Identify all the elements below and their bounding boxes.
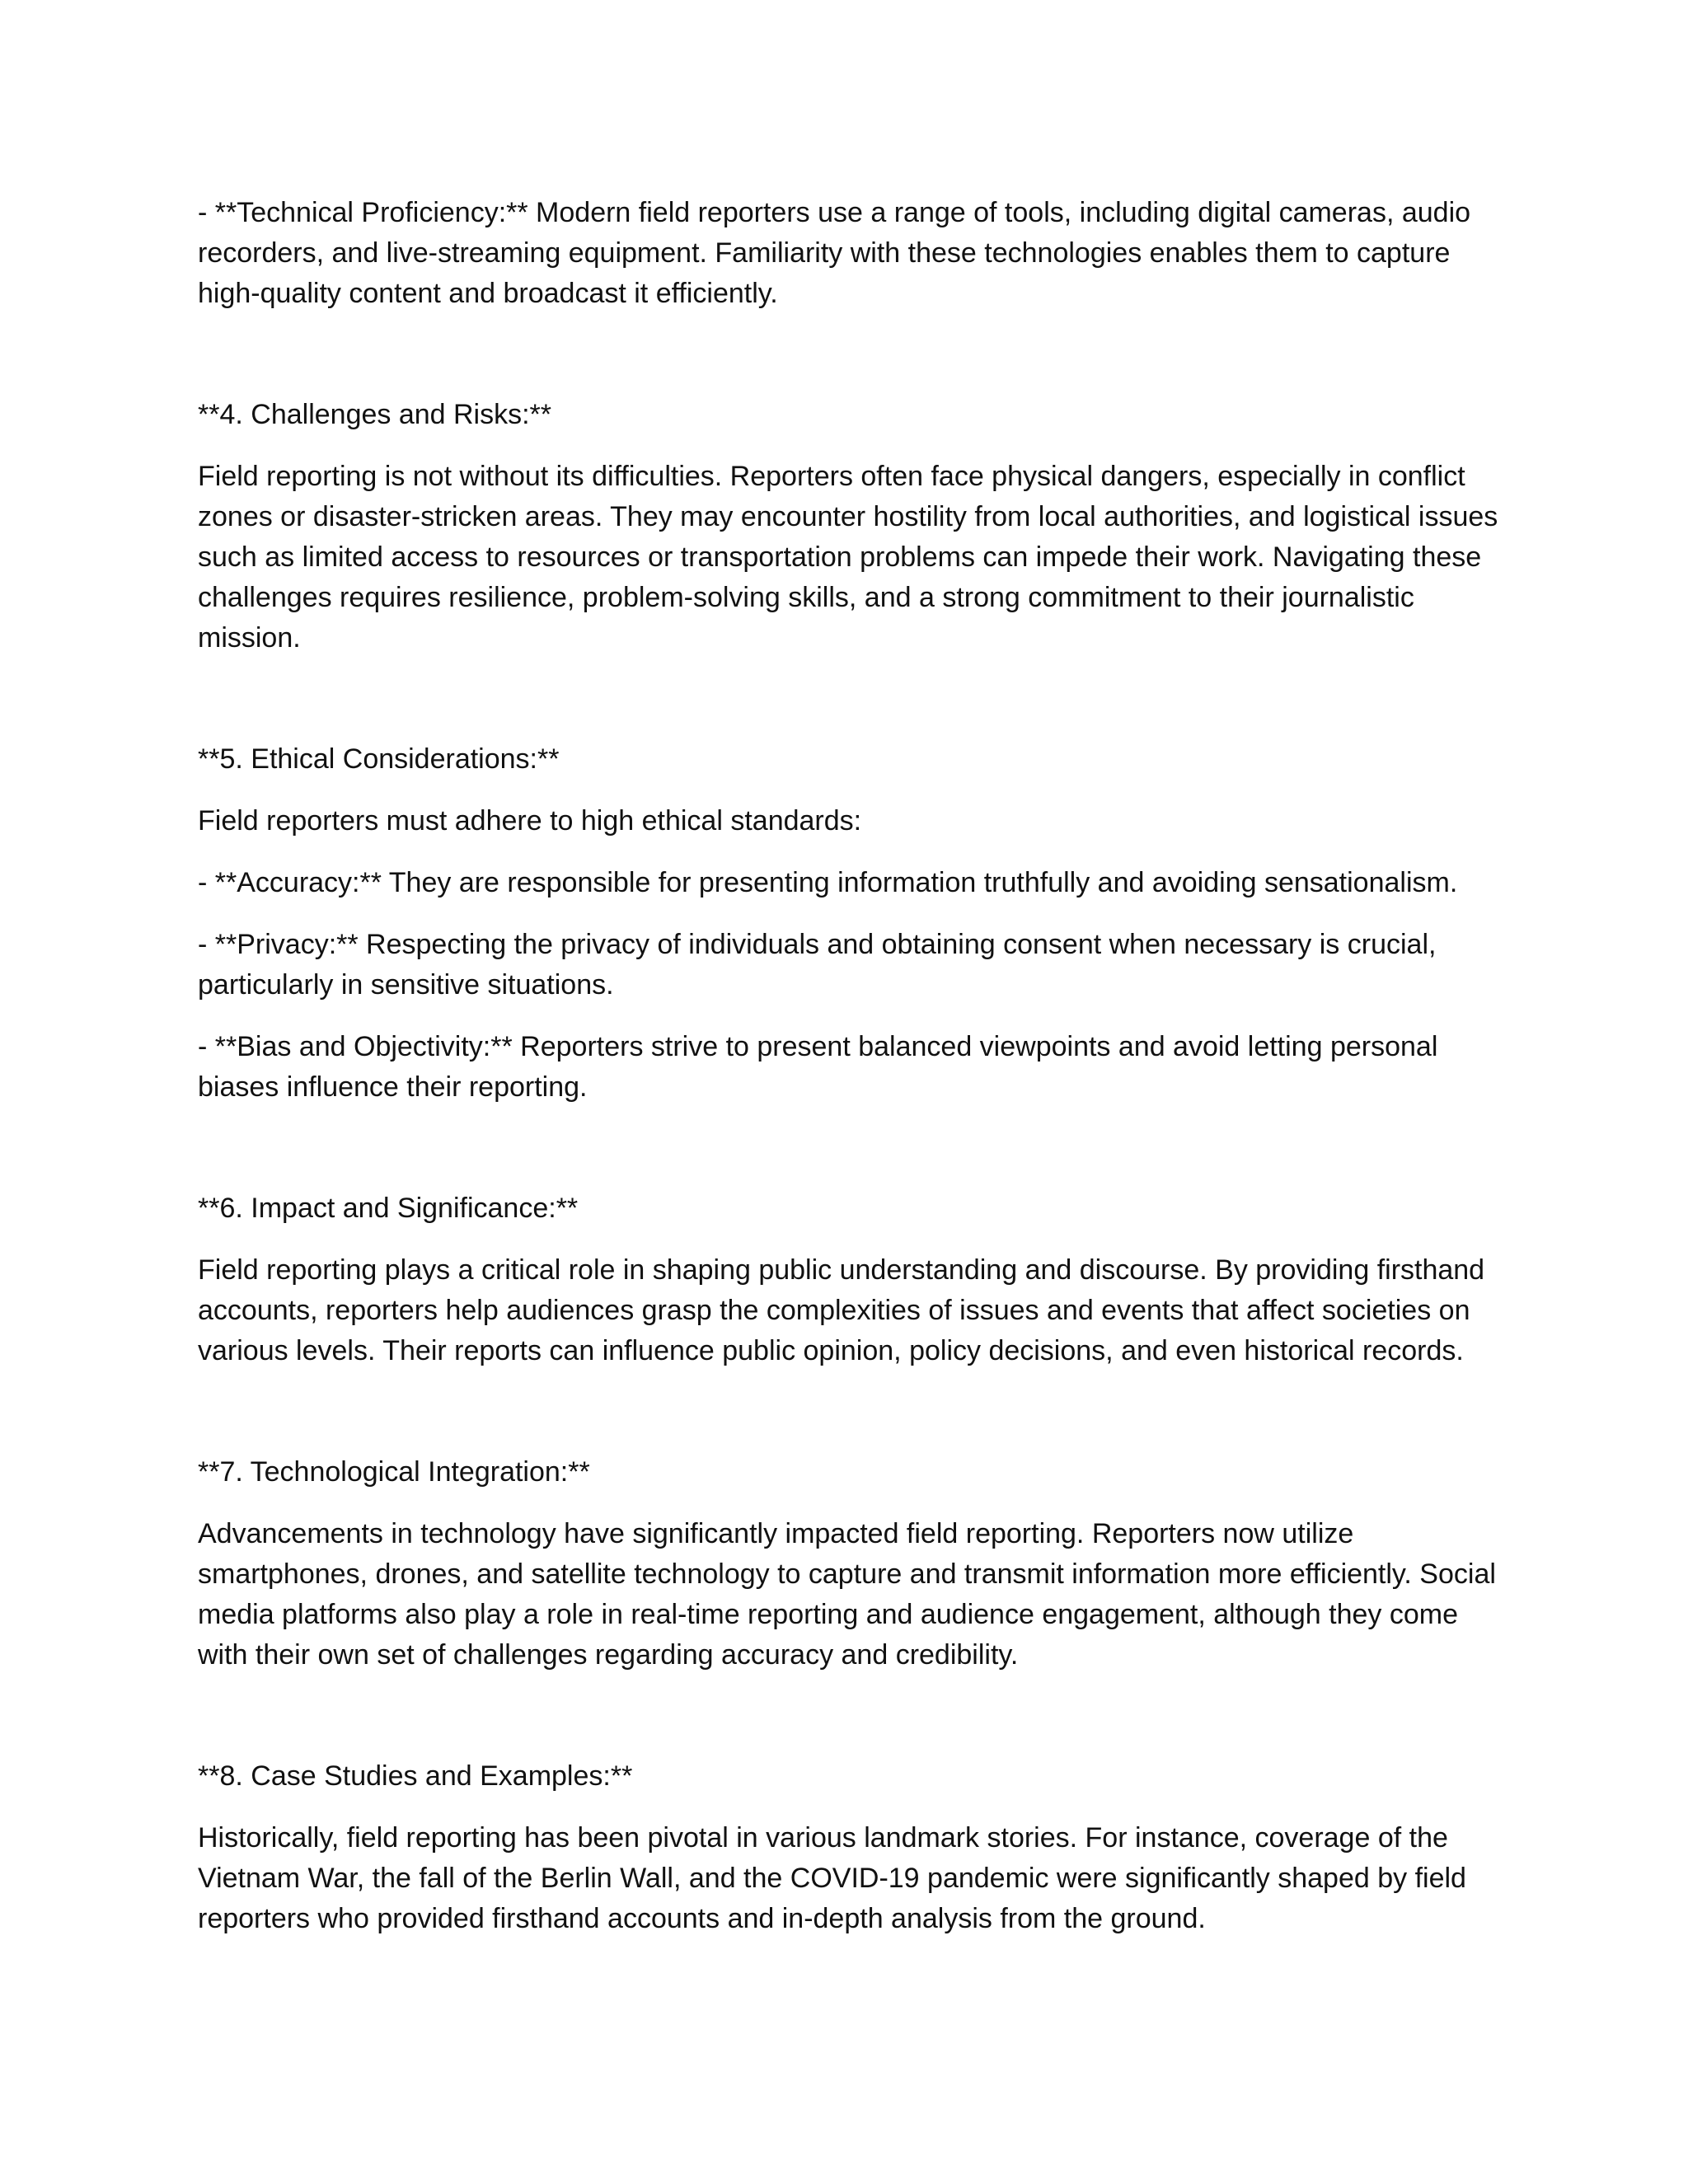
paragraph-accuracy: - **Accuracy:** They are responsible for presenting information truthfully and avoiding sensationalism.	[198, 867, 1458, 898]
paragraph-case-studies: Historically, field reporting has been pivotal in various landmark stories. For instance, coverage of the Vietnam War, the fall of the Berlin Wall, and the COVID-19 pandemic were significantly shaped by field reporters who provided firsthand accounts and in-depth analysis from the ground.	[198, 1822, 1466, 1934]
heading-ethical-considerations: **5. Ethical Considerations:**	[198, 743, 560, 775]
heading-technological-integration: **7. Technological Integration:**	[198, 1456, 590, 1488]
heading-challenges-and-risks: **4. Challenges and Risks:**	[198, 399, 552, 430]
paragraph-challenges: Field reporting is not without its difficulties. Reporters often face physical dangers, especially in conflict zones or disaster-stricken areas. They may encounter hostility from local authorities, and logistical issues such as limited access to resources or transportation problems can impede their work. Navigating these challenges requires resilience, problem-solving skills, and a strong commitment to their journalistic mission.	[198, 461, 1498, 654]
heading-impact-and-significance: **6. Impact and Significance:**	[198, 1193, 579, 1224]
paragraph-privacy: - **Privacy:** Respecting the privacy of individuals and obtaining consent when necessary is crucial, particularly in sensitive situations.	[198, 929, 1437, 1001]
paragraph-impact: Field reporting plays a critical role in shaping public understanding and discourse. By providing firsthand accounts, reporters help audiences grasp the complexities of issues and events that affect societies on various levels. Their reports can influence public opinion, policy decisions, and even historical records.	[198, 1254, 1485, 1366]
heading-case-studies: **8. Case Studies and Examples:**	[198, 1760, 633, 1792]
paragraph-bias-objectivity: - **Bias and Objectivity:** Reporters strive to present balanced viewpoints and avoid letting personal biases influence their reporting.	[198, 1031, 1438, 1103]
paragraph-technical-proficiency: - **Technical Proficiency:** Modern field reporters use a range of tools, including digital cameras, audio recorders, and live-streaming equipment. Familiarity with these technologies enables them to capture high-quality content and broadcast it efficiently.	[198, 197, 1471, 309]
paragraph-technology: Advancements in technology have significantly impacted field reporting. Reporters now utilize smartphones, drones, and satellite technology to capture and transmit information more efficiently. Social media platforms also play a role in real-time reporting and audience engagement, although they come with their own set of challenges regarding accuracy and credibility.	[198, 1518, 1496, 1671]
paragraph-ethics-intro: Field reporters must adhere to high ethical standards:	[198, 805, 862, 837]
document-body	[198, 193, 1500, 1961]
